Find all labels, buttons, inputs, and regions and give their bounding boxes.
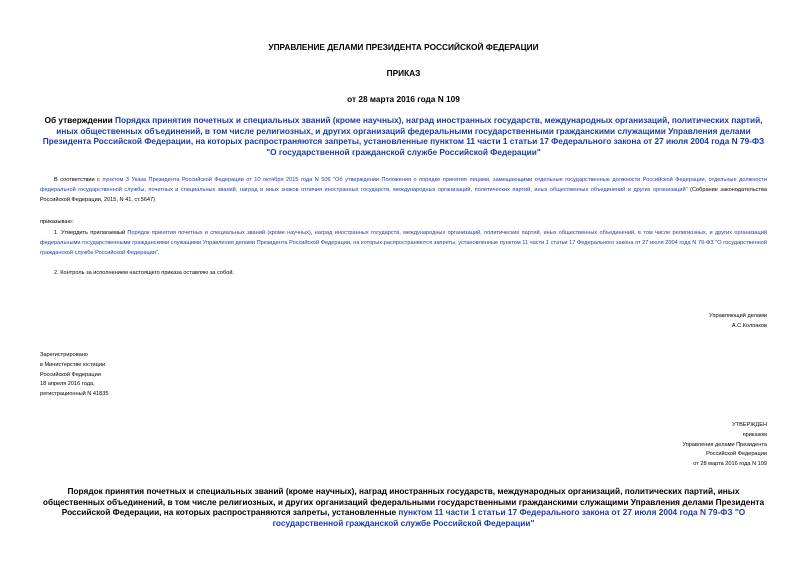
item1-link[interactable]: Порядок принятия почетных и специальных званий (кроме научных), наград иностранных государств, международных организаций, политических партий, иных общественных объединений, в том числе религиозных, и других организаций федеральными государственными гражданскими служащими Управления делами Президента Российской Федерации, на которых распространяются запреты, установленные пунктом 11 части 1 статьи 17 Федерального закона от 27 июля 2004 года N 79-ФЗ "О государственной гражданской службе Российской Федерации" — [40, 230, 767, 256]
preamble-tail: (Собрание законодательства Российской Федерации, 2015, N 41, ст.5647) — [40, 186, 767, 203]
agency-heading: УПРАВЛЕНИЕ ДЕЛАМИ ПРЕЗИДЕНТА РОССИЙСКОЙ ФЕДЕРАЦИИ — [268, 42, 539, 52]
approved-line: приказом — [742, 431, 767, 438]
item1-tail: . — [157, 249, 160, 256]
approved-line: от 28 марта 2016 года N 109 — [693, 461, 767, 468]
order-title — [40, 115, 767, 157]
signature-block — [709, 312, 767, 332]
title-prefix: Об утверждении — [44, 115, 116, 125]
item1-lead: 1. Утвердить прилагаемый — [54, 230, 128, 236]
approved-block — [682, 421, 767, 470]
annex-title-link[interactable]: пунктом 11 части 1 статьи 17 Федерального закона от 27 июля 2004 года N 79-ФЗ "О государственной гражданской службе Российской Федерации" — [272, 507, 746, 528]
item-1 — [40, 229, 767, 258]
preamble — [40, 176, 767, 205]
annex-title — [40, 486, 767, 528]
order-word: приказываю: — [40, 219, 74, 225]
registration-line: в Министерстве юстиции — [40, 361, 106, 368]
order-date: от 28 марта 2016 года N 109 — [347, 94, 460, 104]
approved-line: Управления делами Президента — [682, 441, 767, 448]
approved-line: Российской Федерации — [706, 451, 767, 458]
annex-title-text: Порядок принятия почетных и специальных званий (кроме научных), наград иностранных государств, международных организаций, политических партий, иных общественных объединений, в том числе религиозных, и других организаций федеральными государственными гражданскими служащими Управления делами Президента Российской Федерации, на которых распространяются запреты, установленные — [42, 486, 765, 518]
preamble-lead: В соответствии с — [54, 177, 103, 183]
preamble-link[interactable]: пунктом 3 Указа Президента Российской Федерации от 10 октября 2015 года N 506 "Об утверждении Положения о порядке принятия лицами, замещающими отдельные государственные должности Российской Федерации, отдельные должности федеральной государственной службы, почетных и специальных званий, наград и иных знаков отличия иностранных государств, международных организаций, политических партий, иных общественных объединений и других организаций" — [40, 177, 768, 193]
signature-name: А.С.Колпаков — [731, 322, 767, 329]
signature-position: Управляющий делами — [709, 313, 767, 319]
title-link[interactable]: Порядка принятия почетных и специальных званий (кроме научных), наград иностранных государств, международных организаций, политических партий, иных общественных объединений, в том числе религиозных, и других организаций федеральными государственными гражданскими служащими Управления делами Президента Российской Федерации, на которых распространяются запреты, установленные пунктом 11 части 1 статьи 17 Федерального закона от 27 июля 2004 года N 79-ФЗ "О государственной гражданской службе Российской Федерации" — [42, 115, 765, 157]
registration-line: Российской Федерации — [40, 371, 101, 378]
approved-line: УТВЕРЖДЕН — [732, 422, 767, 428]
item-2: 2. Контроль за исполнением настоящего приказа оставляю за собой. — [54, 270, 235, 276]
registration-block — [40, 351, 108, 400]
registration-line: 18 апреля 2016 года, — [40, 381, 95, 388]
registration-line: регистрационный N 41835 — [40, 391, 109, 398]
registration-line: Зарегистрировано — [40, 352, 88, 358]
doc-type-heading: ПРИКАЗ — [386, 68, 421, 78]
